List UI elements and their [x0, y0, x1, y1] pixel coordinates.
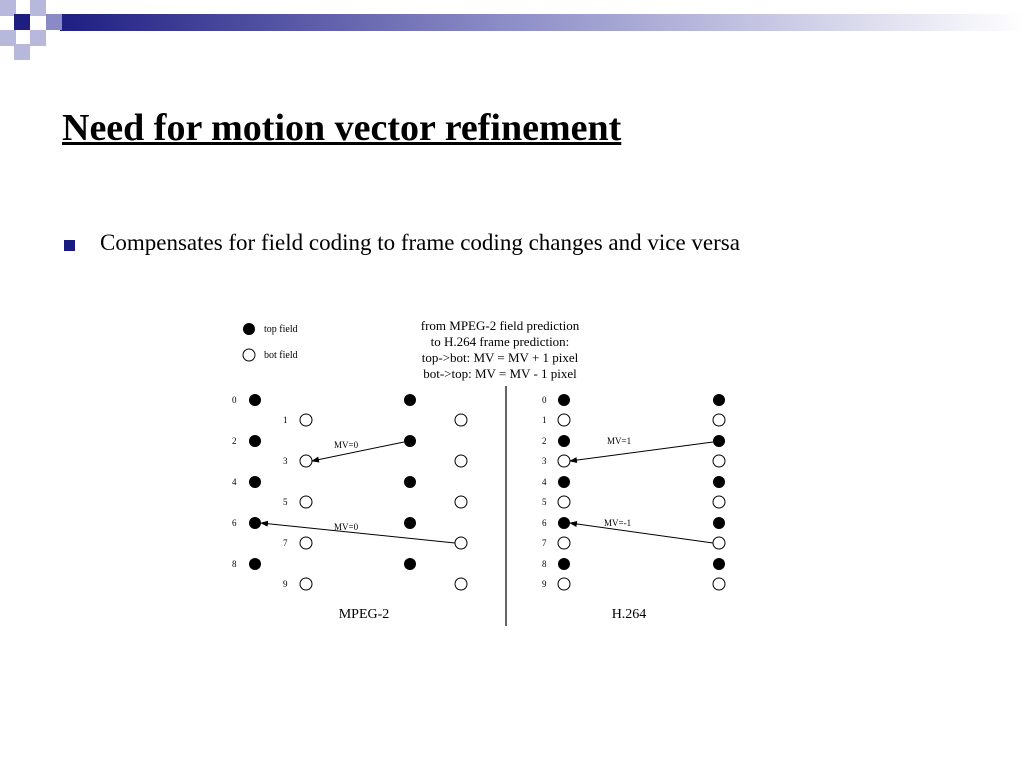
h264-row-number-1: 1: [542, 415, 547, 425]
h264-mv-arrow-top-to-bot: [570, 442, 713, 461]
h264-bot-field-dot: [558, 578, 570, 590]
h264-bot-field-dot: [713, 496, 725, 508]
mpeg2-top-field-dot: [404, 517, 416, 529]
h264-row-number-6: 6: [542, 518, 547, 528]
mpeg2-top-field-dot: [404, 476, 416, 488]
mpeg2-bot-field-dot: [455, 496, 467, 508]
h264-top-field-dot: [558, 394, 570, 406]
mpeg2-row-number-7: 7: [283, 538, 288, 548]
caption-line-2: to H.264 frame prediction:: [430, 334, 570, 349]
mpeg2-mv-label-2: MV=0: [334, 522, 359, 532]
h264-mv-arrow-bot-to-top: [570, 523, 713, 543]
h264-row-number-3: 3: [542, 456, 547, 466]
mpeg2-mv-label-1: MV=0: [334, 440, 359, 450]
h264-bot-field-dot: [558, 455, 570, 467]
bullet-square-icon: [64, 240, 75, 251]
legend-bot-field-label: bot field: [264, 350, 298, 361]
panel-label-mpeg2: MPEG-2: [338, 607, 390, 622]
h264-top-field-dot: [713, 435, 725, 447]
bullet-text: Compensates for field coding to frame coding changes and vice versa: [100, 230, 740, 255]
caption-line-1: from MPEG-2 field prediction: [420, 318, 580, 333]
h264-bot-field-dot: [713, 414, 725, 426]
caption-line-3: top->bot: MV = MV + 1 pixel: [421, 350, 579, 365]
h264-top-field-dot: [558, 517, 570, 529]
h264-top-field-dot: [713, 476, 725, 488]
h264-row-number-4: 4: [542, 477, 547, 487]
mpeg2-top-field-dot: [404, 558, 416, 570]
mpeg2-row-number-6: 6: [232, 518, 237, 528]
h264-row-number-0: 0: [542, 395, 547, 405]
mpeg2-row-number-8: 8: [232, 559, 237, 569]
mpeg2-bot-field-dot: [455, 537, 467, 549]
caption-line-4: bot->top: MV = MV - 1 pixel: [423, 366, 577, 381]
h264-top-field-dot: [558, 435, 570, 447]
h264-bot-field-dot: [713, 455, 725, 467]
mpeg2-row-number-3: 3: [283, 456, 288, 466]
mpeg2-bot-field-dot: [455, 414, 467, 426]
h264-top-field-dot: [558, 558, 570, 570]
h264-row-number-8: 8: [542, 559, 547, 569]
mpeg2-top-field-dot: [249, 558, 261, 570]
mpeg2-bot-field-dot: [300, 414, 312, 426]
mpeg2-row-number-0: 0: [232, 395, 237, 405]
h264-row-number-5: 5: [542, 497, 547, 507]
mpeg2-top-field-dot: [404, 394, 416, 406]
h264-top-field-dot: [558, 476, 570, 488]
h264-row-number-2: 2: [542, 436, 547, 446]
h264-bot-field-dot: [713, 537, 725, 549]
h264-row-number-7: 7: [542, 538, 547, 548]
h264-bot-field-dot: [558, 496, 570, 508]
h264-bot-field-dot: [558, 414, 570, 426]
mpeg2-bot-field-dot: [300, 537, 312, 549]
mpeg2-row-number-5: 5: [283, 497, 288, 507]
mpeg2-bot-field-dot: [300, 578, 312, 590]
mpeg2-bot-field-dot: [300, 455, 312, 467]
top-field-legend-dot: [243, 323, 255, 335]
mpeg2-top-field-dot: [249, 394, 261, 406]
mpeg2-bot-field-dot: [300, 496, 312, 508]
mpeg2-row-number-1: 1: [283, 415, 288, 425]
mpeg2-row-number-9: 9: [283, 579, 288, 589]
mpeg2-bot-field-dot: [455, 578, 467, 590]
h264-mv-label-2: MV=-1: [604, 518, 632, 528]
legend-top-field-label: top field: [264, 324, 298, 335]
decorative-header-bar: [0, 0, 1024, 62]
mpeg2-bot-field-dot: [455, 455, 467, 467]
field-frame-prediction-diagram: [222, 312, 762, 632]
slide-title: Need for motion vector refinement: [62, 107, 622, 149]
h264-mv-label-1: MV=1: [607, 436, 632, 446]
mpeg2-top-field-dot: [404, 435, 416, 447]
h264-top-field-dot: [713, 558, 725, 570]
h264-top-field-dot: [713, 394, 725, 406]
mpeg2-top-field-dot: [249, 517, 261, 529]
mpeg2-top-field-dot: [249, 476, 261, 488]
mpeg2-row-number-2: 2: [232, 436, 237, 446]
h264-bot-field-dot: [558, 537, 570, 549]
panel-label-h264: H.264: [611, 607, 647, 622]
h264-top-field-dot: [713, 517, 725, 529]
bot-field-legend-dot: [243, 349, 255, 361]
mpeg2-row-number-4: 4: [232, 477, 237, 487]
h264-row-number-9: 9: [542, 579, 547, 589]
mpeg2-top-field-dot: [249, 435, 261, 447]
h264-bot-field-dot: [713, 578, 725, 590]
